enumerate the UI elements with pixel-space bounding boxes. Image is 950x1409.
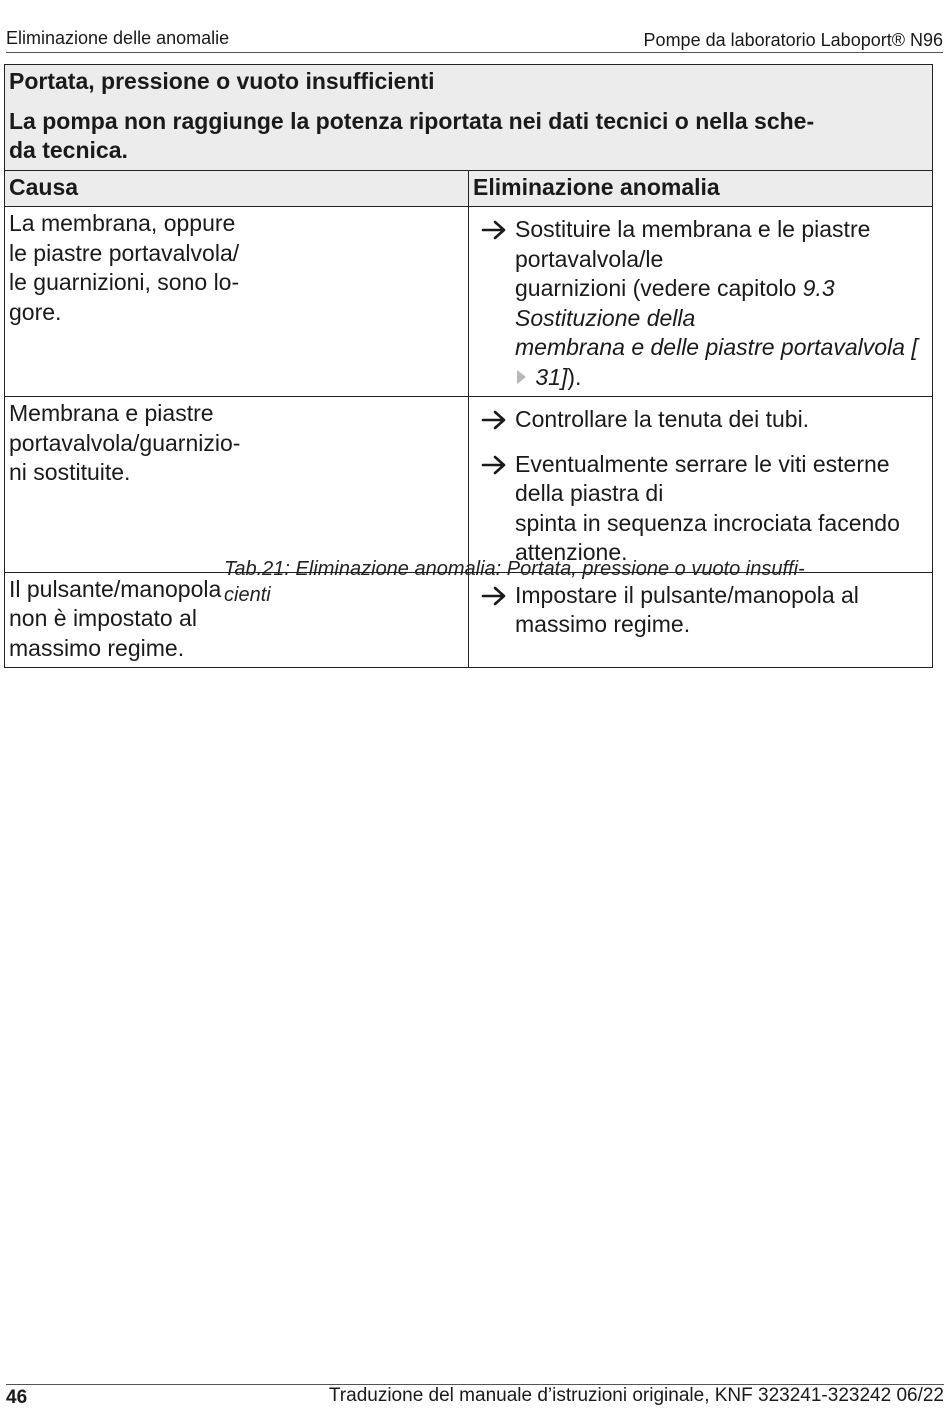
table-row [5, 207, 933, 397]
table-subtitle: La pompa non raggiunge la potenza riportata nei dati tecnici o nella sche- da tecnica. [9, 107, 815, 163]
right-arrow-icon [481, 409, 509, 431]
remedy-step: Impostare il pulsante/manopola al massimo regime. [473, 581, 928, 640]
page-header [6, 28, 943, 53]
page-reference-triangle-icon [517, 370, 526, 384]
page-reference-link[interactable]: 31] [529, 363, 568, 390]
table-caption: Tab.21: Eliminazione anomalia: Portata, pressione o vuoto insuffi- cienti [224, 558, 805, 606]
page-footer [6, 1384, 944, 1407]
cause-cell: Membrana e piastre portavalvola/guarnizio- ni sostituite. [5, 397, 469, 573]
header-product-name: Pompe da laboratorio Laboport® N96 [643, 30, 943, 50]
cause-cell: Il pulsante/manopola non è impostato al massimo regime. [5, 572, 469, 668]
remedy-step: Eventualmente serrare le viti esterne della piastra di spinta in sequenza incrociata facendo attenzione. [473, 450, 928, 568]
remedy-step: Controllare la tenuta dei tubi. [473, 405, 928, 435]
page-number: 46 [6, 1387, 28, 1408]
header-section-title: Eliminazione delle anomalie [6, 28, 230, 48]
column-header-cause: Causa [5, 170, 469, 207]
table-title: Portata, pressione o vuoto insufficienti [9, 68, 435, 94]
cause-cell: La membrana, oppure le piastre portavalvola/ le guarnizioni, sono lo- gore. [5, 207, 469, 397]
table-title-cell [5, 65, 933, 171]
remedy-step: Sostituire la membrana e le piastre portavalvola/le guarnizioni (vedere capitolo 9.3 Sostituzione della membrana e delle piastre portavalvola [ 31]). [473, 215, 928, 392]
right-arrow-icon [481, 454, 509, 476]
document-info: Traduzione del manuale d’istruzioni originale, KNF 323241-323242 06/22 [328, 1385, 944, 1406]
table-header-row [5, 170, 933, 207]
remedy-cell [469, 397, 933, 573]
right-arrow-icon [481, 219, 509, 241]
remedy-cell [469, 207, 933, 397]
column-header-remedy: Eliminazione anomalia [469, 170, 933, 207]
table-row [5, 397, 933, 573]
